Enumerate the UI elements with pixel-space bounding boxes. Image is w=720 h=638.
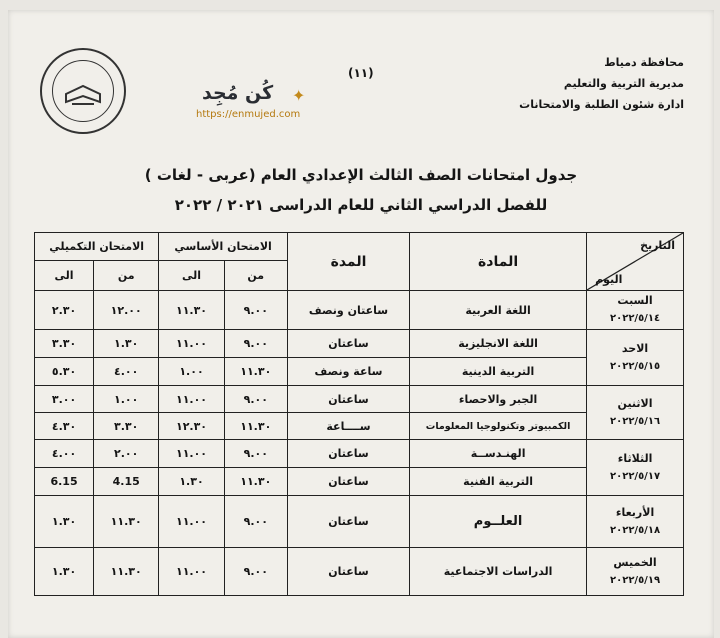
duration-header: المدة: [287, 233, 409, 291]
from-cell: ٩.٠٠: [224, 330, 287, 358]
title-line-1: جدول امتحانات الصف الثالث الإعدادي العام (عربى - لغات ): [144, 166, 578, 184]
from-cell: ٩.٠٠: [224, 386, 287, 413]
governorate-text: محافظة دمياط: [604, 56, 684, 69]
exam-schedule-table: [34, 232, 684, 596]
to-cell: ١١.٠٠: [159, 548, 224, 596]
from-cell: ٩.٠٠: [224, 496, 287, 548]
duration-cell: ساعة ونصف: [287, 358, 409, 386]
supp-from-cell: ١٢.٠٠: [94, 291, 159, 330]
table-row: [35, 413, 684, 440]
subject-cell: الجبر والاحصاء: [410, 386, 587, 413]
ministry-seal-icon: [40, 48, 126, 134]
duration-cell: ساعتان: [287, 330, 409, 358]
table-row: [35, 496, 684, 548]
from-cell: ١١.٣٠: [224, 468, 287, 496]
main-to-header: الى: [159, 261, 224, 291]
day-header-label: اليوم: [595, 273, 623, 286]
from-cell: ١١.٣٠: [224, 413, 287, 440]
supp-to-cell: ١.٣٠: [35, 496, 94, 548]
title-line-2: للفصل الدراسي الثاني للعام الدراسى ٢٠٢١ / ٢٠٢٢: [174, 196, 548, 214]
supp-to-cell: ٥.٣٠: [35, 358, 94, 386]
day-cell: الأربعاء ٢٠٢٢/٥/١٨: [587, 496, 684, 548]
supp-from-cell: ١.٠٠: [94, 386, 159, 413]
logo-url: https://enmujed.com: [196, 109, 301, 120]
subject-cell: الهنـدســة: [410, 440, 587, 468]
from-cell: ٩.٠٠: [224, 440, 287, 468]
subject-cell: العلــوم: [410, 496, 587, 548]
date-day-header: [587, 233, 684, 291]
supp-exam-header: الامتحان التكميلي: [35, 233, 159, 261]
supp-from-cell: ١١.٣٠: [94, 496, 159, 548]
supp-from-cell: ١١.٣٠: [94, 548, 159, 596]
day-cell: الخميس ٢٠٢٢/٥/١٩: [587, 548, 684, 596]
table-row: [35, 386, 684, 413]
from-cell: ٩.٠٠: [224, 548, 287, 596]
duration-cell: ساعتان: [287, 440, 409, 468]
main-exam-header: الامتحان الأساسي: [159, 233, 288, 261]
document-title: [8, 160, 714, 220]
supp-to-header: الى: [35, 261, 94, 291]
subject-cell: التربية الدينية: [410, 358, 587, 386]
day-cell: الاحد ٢٠٢٢/٥/١٥: [587, 330, 684, 386]
department-text: ادارة شئون الطلبة والامتحانات: [519, 98, 684, 111]
directorate-text: مديرية التربية والتعليم: [563, 77, 684, 90]
date-header-label: التاريخ: [640, 239, 675, 252]
main-from-header: من: [224, 261, 287, 291]
duration-cell: ساعتان: [287, 496, 409, 548]
eagle-icon: ✦: [292, 86, 306, 105]
subject-header: المادة: [410, 233, 587, 291]
supp-to-cell: ٣.٣٠: [35, 330, 94, 358]
to-cell: ١١.٠٠: [159, 386, 224, 413]
subject-cell: الدراسات الاجتماعية: [410, 548, 587, 596]
subject-cell: التربية الفنية: [410, 468, 587, 496]
supp-to-cell: ١.٣٠: [35, 548, 94, 596]
from-cell: ١١.٣٠: [224, 358, 287, 386]
duration-cell: ساعتان: [287, 468, 409, 496]
subject-cell: الكمبيوتر وتكنولوجيا المعلومات: [410, 413, 587, 440]
to-cell: ١.٠٠: [159, 358, 224, 386]
duration-cell: ساعتان: [287, 548, 409, 596]
supp-from-cell: ٢.٠٠: [94, 440, 159, 468]
table-row: [35, 358, 684, 386]
day-cell: السبت ٢٠٢٢/٥/١٤: [587, 291, 684, 330]
to-cell: ١١.٠٠: [159, 330, 224, 358]
supp-from-cell: ٣.٣٠: [94, 413, 159, 440]
supp-to-cell: ٤.٠٠: [35, 440, 94, 468]
duration-cell: ساعتان: [287, 386, 409, 413]
table-row: [35, 440, 684, 468]
subject-cell: اللغة العربية: [410, 291, 587, 330]
page-number: (١١): [348, 66, 374, 80]
table-row: [35, 548, 684, 596]
supp-from-cell: ١.٣٠: [94, 330, 159, 358]
from-cell: ٩.٠٠: [224, 291, 287, 330]
day-cell: الاثنين ٢٠٢٢/٥/١٦: [587, 386, 684, 440]
supp-to-cell: ٢.٣٠: [35, 291, 94, 330]
supp-to-cell: ٤.٣٠: [35, 413, 94, 440]
table-row: [35, 291, 684, 330]
supp-from-cell: 4.15: [94, 468, 159, 496]
supp-from-cell: ٤.٠٠: [94, 358, 159, 386]
to-cell: ١.٣٠: [159, 468, 224, 496]
subject-cell: اللغة الانجليزية: [410, 330, 587, 358]
supp-to-cell: ٣.٠٠: [35, 386, 94, 413]
logo-brand: كُن مُجِد: [202, 82, 274, 104]
table-row: [35, 330, 684, 358]
table-row: [35, 468, 684, 496]
to-cell: ١١.٠٠: [159, 496, 224, 548]
to-cell: ١١.٠٠: [159, 440, 224, 468]
supp-to-cell: 6.15: [35, 468, 94, 496]
org-header: [519, 52, 684, 115]
site-logo: [194, 82, 324, 132]
to-cell: ١١.٣٠: [159, 291, 224, 330]
duration-cell: ساعتان ونصف: [287, 291, 409, 330]
day-cell: الثلاثاء ٢٠٢٢/٥/١٧: [587, 440, 684, 496]
to-cell: ١٢.٣٠: [159, 413, 224, 440]
supp-from-header: من: [94, 261, 159, 291]
duration-cell: ســــاعة: [287, 413, 409, 440]
